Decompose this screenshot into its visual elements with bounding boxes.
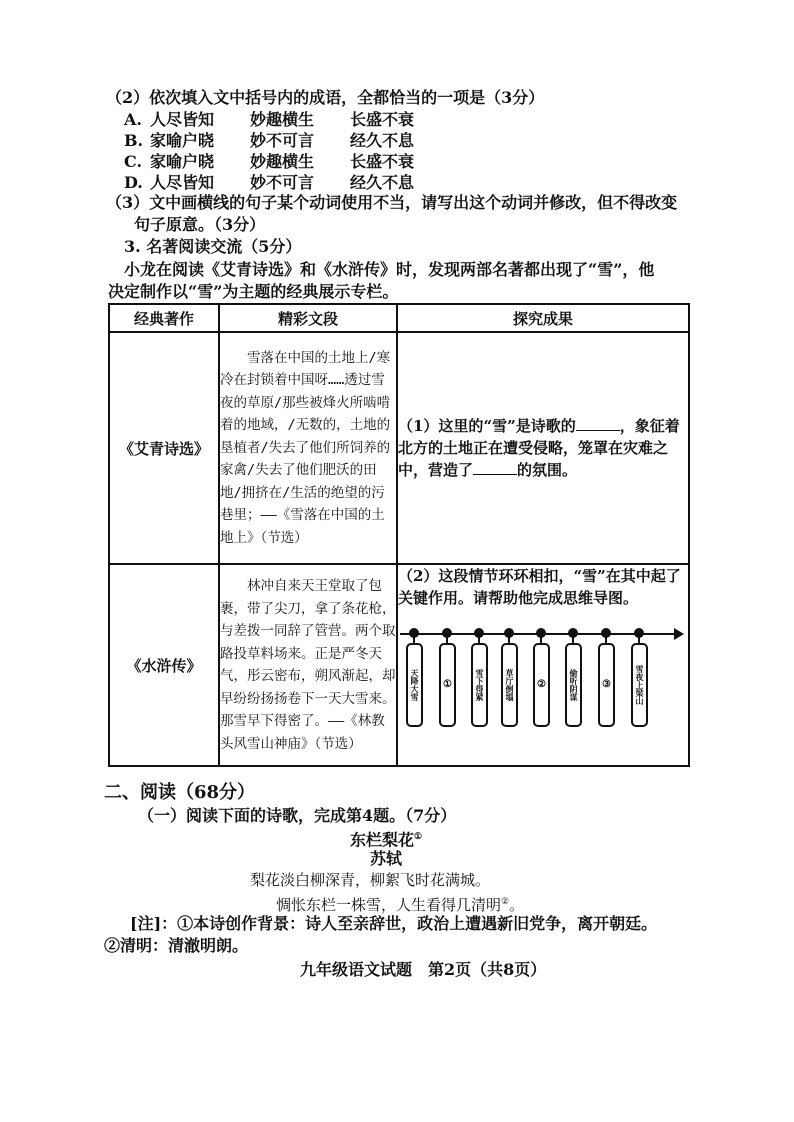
- poem-line-1: 梨花淡白柳深青，柳絮飞时花满城。: [250, 871, 491, 889]
- footnote-mark: ②: [501, 897, 510, 907]
- result-text: （1）这里的“雪”是诗歌的: [398, 417, 576, 435]
- mind-map-node: [406, 643, 423, 727]
- node-label: 雪下得紧: [475, 669, 485, 701]
- mind-map: [398, 615, 684, 735]
- mind-map-node: [631, 643, 648, 727]
- reading-section-title: 二、阅读（68分）: [104, 782, 256, 803]
- passage-text: 雪落在中国的土地上/寒冷在封锁着中国呀……透过雪夜的草原/那些被烽火所啮啃着的地域，/无数的，土地的垦植者/失去了他们所饲养的家禽/失去了他们肥沃的田地/拥挤在/生活的绝望的污巷里；——《雪落在中国的土地上》（节选）: [219, 332, 397, 564]
- table-header-row: [109, 304, 689, 332]
- header-result: 探究成果: [397, 304, 689, 332]
- option-key: C.: [124, 152, 143, 171]
- timeline-stem: [605, 635, 607, 643]
- arrow-right-icon: [674, 628, 684, 640]
- section-3-intro-1: 小龙在阅读《艾青诗选》和《水浒传》时，发现两部名著都出现了“雪”，他: [124, 260, 655, 279]
- timeline-stem: [478, 635, 480, 643]
- mind-map-node: [501, 643, 518, 727]
- timeline-stem: [413, 635, 415, 643]
- mind-map-node: [565, 643, 582, 727]
- question-2-stem: （2）依次填入文中括号内的成语，全都恰当的一项是（3分）: [106, 88, 545, 107]
- option-idiom-2: 妙不可言: [250, 131, 315, 150]
- reading-subsection-title: （一）阅读下面的诗歌，完成第4题。（7分）: [138, 806, 457, 825]
- node-label: ②: [537, 679, 546, 690]
- timeline-stem: [508, 635, 510, 643]
- poem-author: 苏轼: [370, 849, 403, 868]
- option-d[interactable]: [124, 173, 414, 193]
- node-label: ①: [443, 679, 452, 690]
- result-text: ，象征着北方的土地正在遭受侵略，笼罩在灾难之中，营造了: [398, 417, 680, 479]
- poem-line-2: 惆怅东栏一株雪，人生看得几清明②。: [276, 896, 525, 914]
- result-text: 的氛围。: [517, 461, 578, 479]
- section-3-title: 3. 名著阅读交流（5分）: [124, 237, 302, 256]
- option-idiom-2: 妙趣横生: [250, 110, 315, 129]
- option-a[interactable]: [124, 110, 414, 130]
- question-3-line-2: 句子原意。（3分）: [134, 215, 266, 234]
- work-title: 《艾青诗选》: [109, 332, 219, 564]
- option-b[interactable]: [124, 131, 414, 151]
- option-idiom-1: 家喻户晓: [150, 152, 215, 171]
- question-3-line-1: （3）文中画横线的句子某个动词使用不当，请写出这个动词并修改，但不得改变: [106, 193, 678, 212]
- result-text: （2）这段情节环环相扣，“雪”在其中起了关键作用。请帮助他完成思维导图。: [398, 567, 681, 607]
- mind-map-node[interactable]: [533, 643, 550, 727]
- option-idiom-3: 经久不息: [350, 131, 415, 150]
- poem-title: 东栏梨花①: [350, 830, 423, 850]
- timeline-stem: [540, 635, 542, 643]
- footnote-2: ②清明：清澈明朗。: [104, 936, 249, 955]
- option-idiom-1: 家喻户晓: [150, 131, 215, 150]
- node-label: 偷听阴谋: [569, 669, 579, 701]
- timeline-stem: [446, 635, 448, 643]
- page-footer: 九年级语文试题 第2页（共8页）: [300, 960, 547, 979]
- node-label: ③: [602, 679, 611, 690]
- node-label: 雪夜上梁山: [635, 665, 645, 705]
- timeline-stem: [572, 635, 574, 643]
- mind-map-node[interactable]: [439, 643, 456, 727]
- option-idiom-3: 长盛不衰: [350, 152, 415, 171]
- option-c[interactable]: [124, 152, 414, 172]
- option-key: A.: [124, 110, 142, 129]
- result-cell: [397, 332, 689, 564]
- footnote-1: [注]：①本诗创作背景：诗人至亲辞世，政治上遭遇新旧党争，离开朝廷。: [130, 914, 658, 933]
- option-idiom-3: 长盛不衰: [350, 110, 415, 129]
- header-passage: 精彩文段: [219, 304, 397, 332]
- timeline-stem: [638, 635, 640, 643]
- option-idiom-2: 妙趣横生: [250, 152, 315, 171]
- answer-blank-1[interactable]: [576, 416, 620, 431]
- passage-text: 林冲自来天王堂取了包裹，带了尖刀，拿了条花枪，与差拨一同辞了管营。两个取路投草料场来。正是严冬天气，彤云密布，朔风渐起，却早纷纷扬扬卷下一天大雪来。那雪早下得密了。——《林教头风雪山神庙》（节选）: [219, 564, 397, 766]
- header-works: 经典著作: [109, 304, 219, 332]
- footnote-mark: ①: [414, 832, 423, 842]
- mind-map-node[interactable]: [598, 643, 615, 727]
- classics-table: [108, 303, 690, 767]
- option-idiom-3: 经久不息: [350, 173, 415, 192]
- section-3-intro-2: 决定制作以“雪”为主题的经典展示专栏。: [108, 282, 399, 301]
- node-label: 草厅倒塌: [505, 669, 515, 701]
- work-title: 《水浒传》: [109, 564, 219, 766]
- option-idiom-2: 妙不可言: [250, 173, 315, 192]
- option-idiom-1: 人尽皆知: [150, 173, 215, 192]
- answer-blank-2[interactable]: [473, 460, 517, 475]
- option-key: B.: [124, 131, 144, 150]
- table-row: [109, 564, 689, 766]
- table-row: [109, 332, 689, 564]
- result-cell: [397, 564, 689, 766]
- node-label: 天降大雪: [410, 669, 420, 701]
- option-key: D.: [124, 173, 143, 192]
- mind-map-node: [471, 643, 488, 727]
- option-idiom-1: 人尽皆知: [150, 110, 215, 129]
